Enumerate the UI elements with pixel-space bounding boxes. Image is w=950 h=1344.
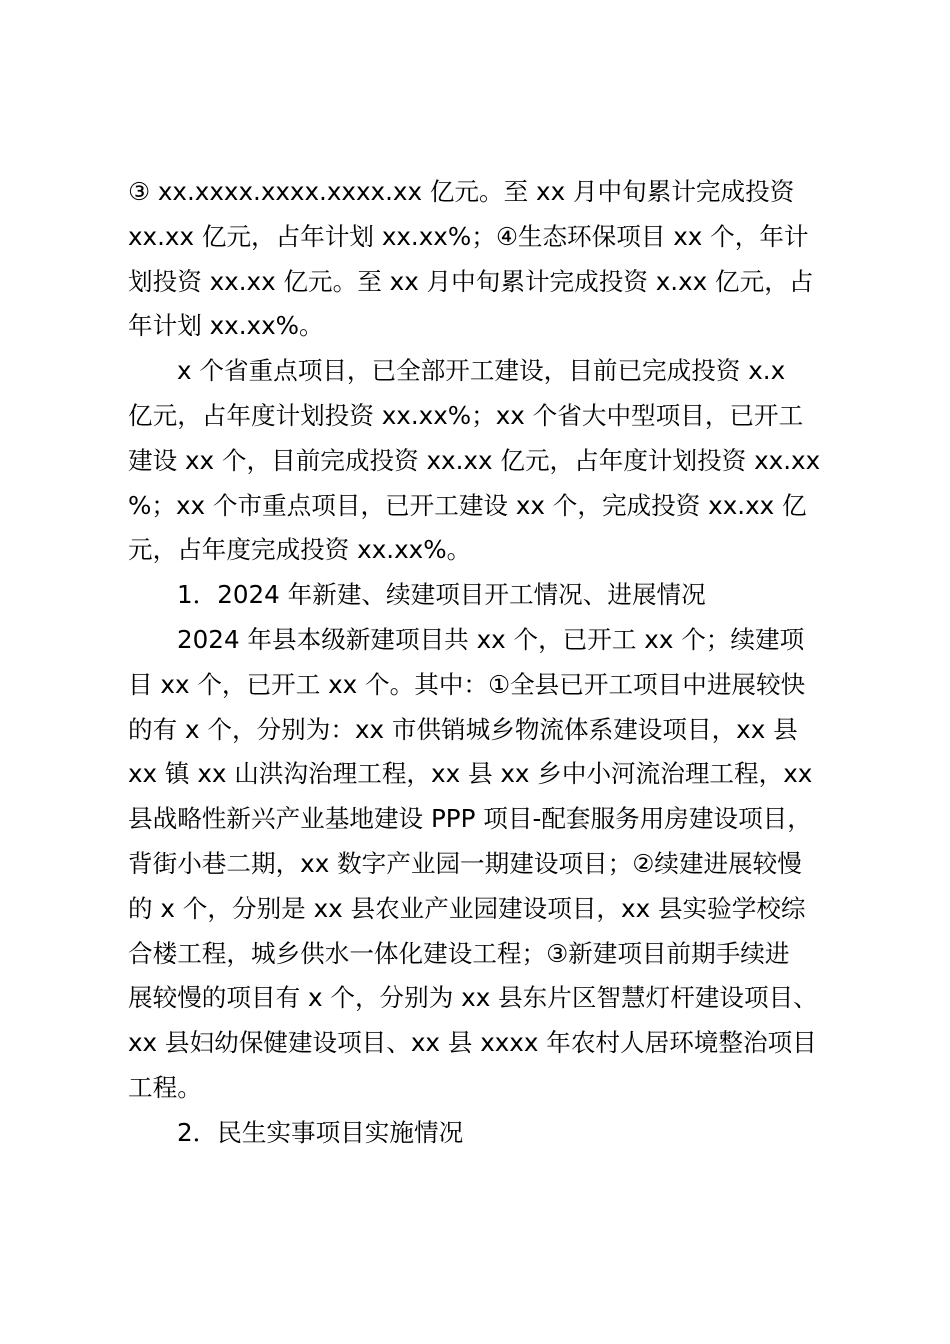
section-heading-livelihood-projects: 2．民生实事项目实施情况 xyxy=(177,1117,464,1147)
paragraph-project-progress xyxy=(128,618,834,1111)
text-line: 工程。 xyxy=(128,1072,202,1102)
text-line: 划投资 xx.xx 亿元。至 xx 月中旬累计完成投资 x.xx 亿元，占 xyxy=(128,266,814,296)
text-line: 县战略性新兴产业基地建设 PPP 项目-配套服务用房建设项目， xyxy=(128,804,812,834)
text-line: 2024 年县本级新建项目共 xx 个，已开工 xx 个；续建项 xyxy=(177,624,805,654)
text-line: 的 x 个，分别是 xx 县农业产业园建设项目，xx 县实验学校综 xyxy=(128,893,806,923)
text-line: xx 镇 xx 山洪沟治理工程，xx 县 xx 乡中小河流治理工程，xx xyxy=(128,759,813,789)
text-line: 合楼工程，城乡供水一体化建设工程；③新建项目前期手续进 xyxy=(128,938,790,968)
text-line: %；xx 个市重点项目，已开工建设 xx 个，完成投资 xx.xx 亿 xyxy=(128,490,807,520)
paragraph-key-projects xyxy=(128,349,834,573)
paragraph-investment-categories xyxy=(128,170,834,349)
text-line: ③ xx.xxxx.xxxx.xxxx.xx 亿元。至 xx 月中旬累计完成投资 xyxy=(128,177,795,206)
text-line: 的有 x 个，分别为：xx 市供销城乡物流体系建设项目，xx 县 xyxy=(128,714,798,744)
text-line: 年计划 xx.xx%。 xyxy=(128,311,324,341)
text-line: xx.xx 亿元，占年计划 xx.xx%；④生态环保项目 xx 个，年计 xyxy=(128,221,809,251)
text-line: xx 县妇幼保健建设项目、xx 县 xxxx 年农村人居环境整治项目 xyxy=(128,1028,817,1058)
text-line: 建设 xx 个，目前完成投资 xx.xx 亿元，占年度计划投资 xx.xx xyxy=(128,445,821,475)
text-line: 亿元，占年度计划投资 xx.xx%；xx 个省大中型项目，已开工 xyxy=(128,400,804,430)
document-page xyxy=(128,170,834,1156)
text-line: 目 xx 个，已开工 xx 个。其中：①全县已开工项目中进展较快 xyxy=(128,669,806,699)
text-line: x 个省重点项目，已全部开工建设，目前已完成投资 x.x xyxy=(177,356,786,386)
text-line: 背街小巷二期，xx 数字产业园一期建设项目；②续建进展较慢 xyxy=(128,848,802,878)
text-line: 元，占年度完成投资 xx.xx%。 xyxy=(128,535,472,565)
text-line: 展较慢的项目有 x 个，分别为 xx 县东片区智慧灯杆建设项目、 xyxy=(128,983,818,1013)
section-heading-new-projects: 1．2024 年新建、续建项目开工情况、进展情况 xyxy=(177,580,706,610)
